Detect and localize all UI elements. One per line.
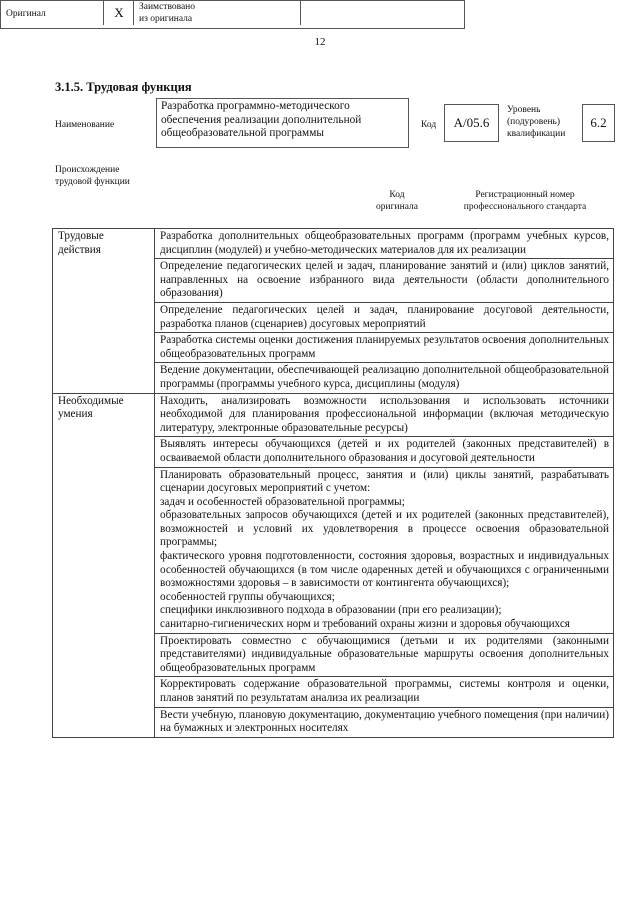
section-title-line: Трудовые [58, 230, 104, 242]
function-name-box [156, 98, 409, 148]
borrowed-label [139, 1, 195, 25]
original-mark: X [114, 5, 124, 20]
function-name-line: Разработка программно-методического [161, 100, 350, 112]
origin-label [55, 164, 130, 188]
table-row [53, 229, 614, 259]
section-title-cell [53, 393, 155, 737]
orig-code-label [362, 189, 432, 213]
origin-cell-borrowed [134, 0, 301, 25]
labor-action-item: Разработка системы оценки достижения планируемых результатов освоения дополнительных общеобразовательных программ [155, 333, 614, 363]
function-table [52, 228, 614, 738]
page-number: 12 [314, 36, 326, 48]
skill-item: Выявлять интересы обучающихся (детей и их родителей (законных представителей) в осваиваемой области дополнительного образования и досуговой деятельности [155, 437, 614, 467]
skill-line: санитарно-гигиенических норм и требований охраны жизни и здоровья обучающихся [160, 618, 570, 631]
origin-cell-mark [104, 0, 134, 25]
original-label: Оригинал [6, 9, 46, 19]
labor-action-item: Определение педагогических целей и задач, планирование досуговой деятельности, разработка планов (сценариев) досуговых мероприятий [155, 302, 614, 332]
skill-line: Планировать образовательный процесс, занятия и (или) циклы занятий, разрабатывать сценарии досуговых мероприятий с учетом: [160, 468, 609, 495]
level-label-line: квалификации [507, 129, 566, 139]
level-label-line: Уровень [507, 105, 541, 115]
level-label-line: (подуровень) [507, 117, 561, 127]
reg-number-label-line: Регистрационный номер [475, 190, 575, 200]
skill-item: Корректировать содержание образовательной программы, системы контроля и оценки, планов занятий по результатам анализа их реализации [155, 677, 614, 707]
code-label: Код [421, 120, 437, 130]
borrowed-label-line: Заимствовано [139, 2, 196, 12]
skill-line: специфики инклюзивного подхода в образовании (при его реализации); [160, 604, 502, 617]
reg-number-label-line: профессионального стандарта [463, 202, 587, 212]
skill-item-planning [155, 467, 614, 633]
function-code: А/05.6 [444, 104, 499, 142]
section-title-cell [53, 229, 155, 394]
skill-line: особенностей группы обучающихся; [160, 590, 335, 603]
function-name-line: обеспечения реализации дополнительной [161, 113, 362, 126]
level-label [507, 104, 565, 140]
borrowed-label-line: из оригинала [139, 14, 193, 24]
labor-action-item: Ведение документации, обеспечивающей реализацию дополнительной общеобразовательной программы (программы учебного курса, дисциплины (модуля) [155, 363, 614, 393]
skill-line: фактического уровня подготовленности, состояния здоровья, возрастных и индивидуальных особенностей обучающихся (в том числе одаренных детей и обучающихся с ограниченными возможностями здоровья – в зависимости от контингента обучающихся); [160, 550, 609, 590]
section-title-line: действия [58, 243, 101, 256]
origin-table [0, 0, 465, 29]
name-label: Наименование [55, 120, 115, 130]
section-heading: 3.1.5. Трудовая функция [55, 80, 192, 94]
skill-item: Вести учебную, плановую документацию, документацию учебного помещения (при наличии) на бумажных и электронных носителях [155, 707, 614, 737]
orig-code-label-line: Код [389, 190, 405, 200]
section-title-line: умения [58, 408, 93, 421]
origin-label-line: трудовой функции [55, 177, 130, 187]
skill-line: образовательных запросов обучающихся (детей и их родителей (законных представителей), возможностей и условий их удовлетворения в процессе освоения образовательной программы; [160, 509, 609, 549]
skill-item: Находить, анализировать возможности использования и использовать источники необходимой для планирования профессиональной информации (включая методическую литературу, электронные образовательные ресурсы) [155, 393, 614, 437]
qualification-level: 6.2 [582, 104, 615, 142]
skill-item: Проектировать совместно с обучающимися (детьми и их родителями (законными представителями) индивидуальные образовательные маршруты освоения дополнительных общеобразовательных программ [155, 633, 614, 677]
reg-number-label [445, 189, 605, 213]
table-row [53, 393, 614, 437]
labor-action-item: Определение педагогических целей и задач, планирование занятий и (или) циклов занятий, направленных на освоение избранного вида деятельности (области дополнительного образования) [155, 259, 614, 303]
labor-action-item: Разработка дополнительных общеобразовательных программ (программ учебных курсов, дисциплин (модулей) и учебно-методических материалов для их реализации [155, 229, 614, 259]
origin-cell-original [0, 0, 104, 25]
orig-code-label-line: оригинала [376, 202, 418, 212]
origin-label-line: Происхождение [55, 165, 120, 175]
skill-line: задач и особенностей образовательной программы; [160, 495, 405, 508]
function-name-line: общеобразовательной программы [161, 127, 324, 139]
section-title-line: Необходимые [58, 394, 124, 407]
